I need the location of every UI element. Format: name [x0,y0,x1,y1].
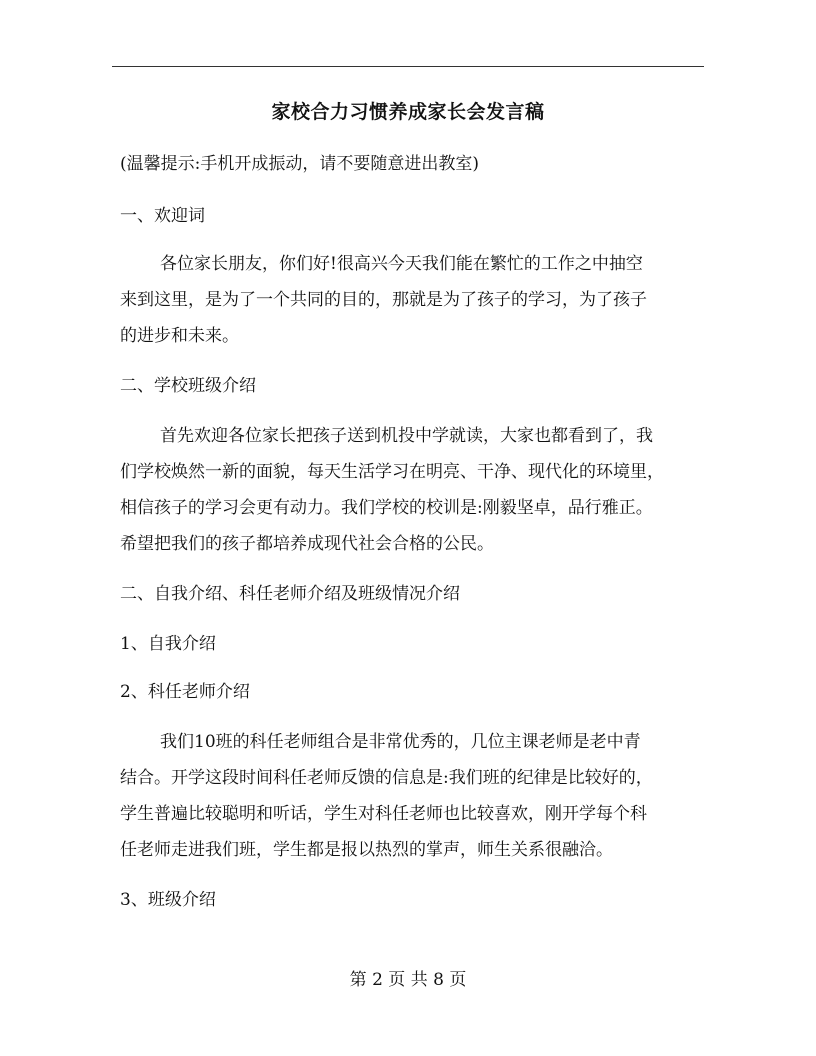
paragraph-line: 结合。开学这段时间科任老师反馈的信息是:我们班的纪律是比较好的， [120,768,653,788]
subheading-class-intro: 3、班级介绍 [120,890,216,910]
document-title: 家校合力习惯养成家长会发言稿 [271,101,545,123]
page-number: 第 2 页 共 8 页 [349,970,467,990]
paragraph-line: 们学校焕然一新的面貌，每天生活学习在明亮、干净、现代化的环境里， [120,462,664,482]
paragraph-line: 学生普遍比较聪明和听话，学生对科任老师也比较喜欢，刚开学每个科 [120,804,647,824]
paragraph-line: 我们10班的科任老师组合是非常优秀的，几位主课老师是老中青 [160,732,641,752]
paragraph-line: 来到这里，是为了一个共同的目的，那就是为了孩子的学习，为了孩子 [120,290,647,310]
section-heading-school: 二、学校班级介绍 [120,376,256,396]
paragraph-line: 各位家长朋友，你们好!很高兴今天我们能在繁忙的工作之中抽空 [160,254,643,274]
paragraph-line: 首先欢迎各位家长把孩子送到机投中学就读，大家也都看到了，我 [160,426,653,446]
header-rule [112,66,704,67]
paragraph-line: 任老师走进我们班，学生都是报以热烈的掌声，师生关系很融洽。 [120,840,613,860]
reminder-text: (温馨提示:手机开成振动，请不要随意进出教室) [120,154,479,174]
section-heading-welcome: 一、欢迎词 [120,206,205,226]
subheading-self-intro: 1、自我介绍 [120,634,216,654]
section-heading-introductions: 二、自我介绍、科任老师介绍及班级情况介绍 [120,584,460,604]
paragraph-line: 相信孩子的学习会更有动力。我们学校的校训是:刚毅坚卓，品行雅正。 [120,498,653,518]
paragraph-line: 希望把我们的孩子都培养成现代社会合格的公民。 [120,534,494,554]
paragraph-line: 的进步和未来。 [120,326,239,346]
subheading-teachers: 2、科任老师介绍 [120,682,250,702]
